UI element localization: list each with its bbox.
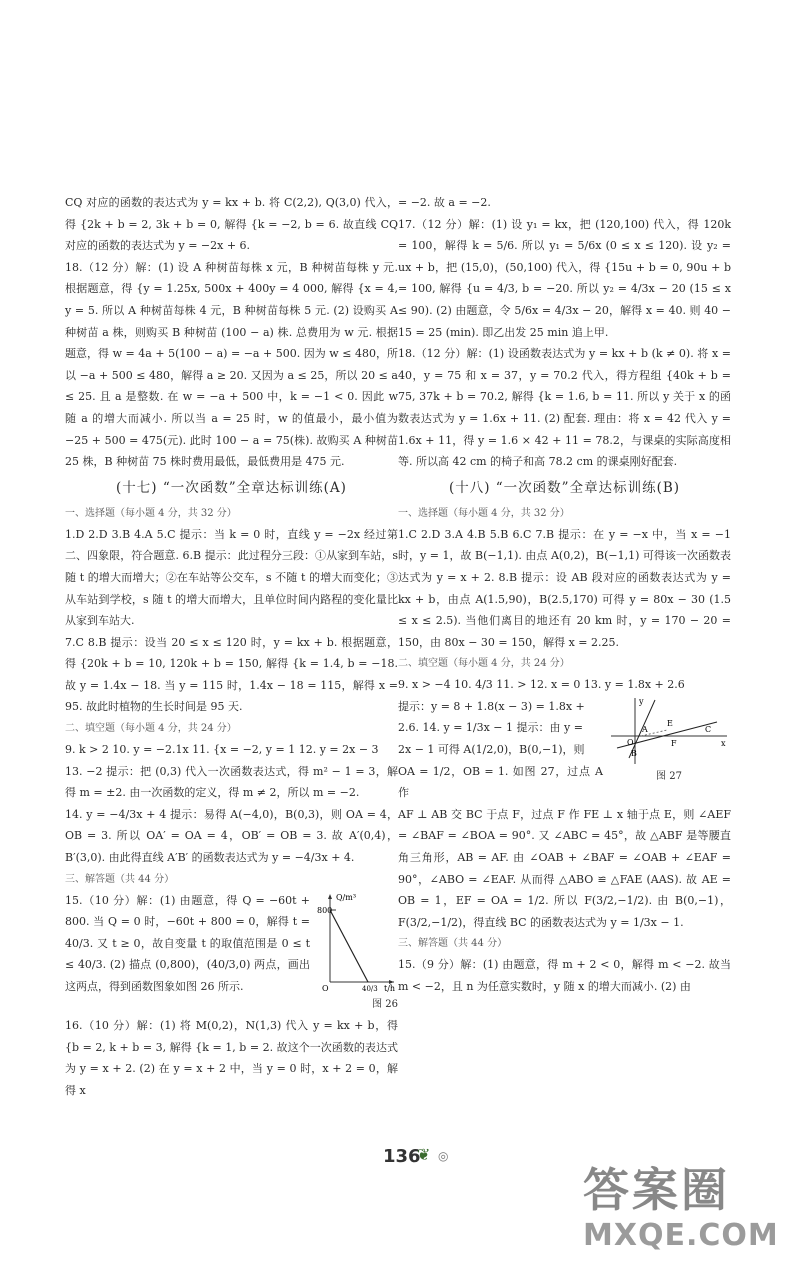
answer-paragraph: 1.C 2.D 3.A 4.B 5.B 6.C 7.B 提示：在 y = −x 中，当 x = −1 时，y = 1，故 B(−1,1). 由点 A(0,2)，B(−1,1) 可得该一次函数表达式为 y = x + 2. 8.B 提示：设 AB 段对应的函数表达式为 y = kx + b，由点 A(1.5,90)，B(2.5,170) 可得 y = 80x − 30 (1.5 ≤ x ≤ 2.5). 当他们离目的地还有 20 km 时，y = 170 − 20 = 150，由 80x − 30 = 150，解得 x = 2.25. bbox=[398, 527, 731, 649]
figure-caption: 图 27 bbox=[656, 770, 682, 782]
answer-paragraph: 15.（9 分）解：(1) 由题意，得 m + 2 < 0，解得 m < −2. 故当 m < −2，且 n 为任意实数时，y 随 x 的增大而减小. (2) 由 bbox=[398, 958, 731, 993]
answer-paragraph: AF ⊥ AB 交 BC 于点 F，过点 F 作 FE ⊥ x 轴于点 E，则 ∠AEF = ∠BAF = ∠BOA = 90°. 又 ∠ABC = 45°，故 △ABF 是等腰直角三角形，AB = AF. 由 ∠OAB + ∠BAF = ∠OAB + ∠EAF = 90°，∠ABO = ∠EAF. 从而得 △ABO ≌ △FAE (AAS). 故 AE = OB = 1，EF = OA = 1/2. 所以 F(3/2,−1/2). 由 B(0,−1)，F(3/2,−1/2)，得直线 BC 的函数表达式为 y = 1/3x − 1. bbox=[398, 807, 731, 929]
answer-paragraph: 18.（12 分）解：(1) 设 A 种树苗每株 x 元，B 种树苗每株 y 元. 根据题意，得 {y = 1.25x, 500x + 400y = 4 000, 解得 {x = 4, y = 5. 所以 A 种树苗每株 4 元，B 种树苗每株 5 元. (2) 设购买 A 种树苗 a 株，则购买 B 种树苗 (100 − a) 株. 总费用为 w 元. 根据题意，得 w = 4a + 5(100 − a) = −a + 500. 因为 w ≤ 480，所以 −a + 500 ≤ 480，解得 a ≥ 20. 又因为 a ≤ 25，所以 20 ≤ a ≤ 25. 且 a 是整数. 在 w = −a + 500 中，k = −1 < 0. 因此 w 随 a 的增大而减小. 所以当 a = 25 时，w 的值最小，最小值为 −25 + 500 = 475(元). 此时 100 − a = 75(株). 故购买 A 种树苗 25 株，B 种树苗 75 株时费用最低，最低费用是 475 元. bbox=[65, 260, 398, 469]
point-label: F bbox=[671, 738, 677, 748]
subsection-heading: 一、选择题（每小题 4 分，共 32 分） bbox=[398, 507, 570, 519]
answer-paragraph: 7.C 8.B 提示：设当 20 ≤ x ≤ 120 时，y = kx + b. 根据题意，得 {20k + b = 10, 120k + b = 150, 解得 {k = 1.4, b = −18. 故 y = 1.4x − 18. 当 y = 115 时，1.4x − 18 = 115，解得 x = 95. 故此时植物的生长时间是 95 天. bbox=[65, 635, 398, 714]
watermark-url: MXQE.COM bbox=[583, 1218, 779, 1253]
subsection-heading: 三、解答题（共 44 分） bbox=[398, 938, 508, 950]
answer-paragraph: CQ 对应的函数的表达式为 y = kx + b. 将 C(2,2), Q(3,0) 代入，得 {2k + b = 2, 3k + b = 0, 解得 {k = −2, b = 6. 故直线 CQ 对应的函数的表达式为 y = −2x + 6. bbox=[65, 196, 398, 253]
answer-paragraph: 9. x > −4 10. 4/3 11. > 12. x = 0 13. y = 1.8x + 2.6 bbox=[398, 678, 685, 692]
answer-paragraph: 18.（12 分）解：(1) 设函数表达式为 y = kx + b (k ≠ 0). 将 x = 40，y = 75 和 x = 37，y = 70.2 代入，得方程组 {40k + b = 75, 37k + b = 70.2, 解得 {k = 1.6, b = 11. 所以 y 关于 x 的函数表达式为 y = 1.6x + 11. (2) 配套. 理由：将 x = 42 代入 y = 1.6x + 11，得 y = 1.6 × 42 + 11 = 78.2，与课桌的实际高度相等. 所以高 42 cm 的椅子和高 78.2 cm 的课桌刚好配套. bbox=[398, 347, 731, 469]
answer-paragraph: 14. y = −4/3x + 4 提示：易得 A(−4,0)，B(0,3)，则 OA = 4，OB = 3. 所以 OA′ = OA = 4，OB′ = OB = 3. 故 A′(0,4)，B′(3,0). 由此得直线 A′B′ 的函数表达式为 y = −4/3x + 4. bbox=[65, 807, 398, 865]
point-label: B bbox=[631, 748, 637, 758]
answer-paragraph: 9. k > 2 10. y = −2.1x 11. {x = −2, y = 1 12. y = 2x − 3 bbox=[65, 743, 379, 757]
function-line bbox=[330, 910, 368, 982]
figure-27-graph bbox=[607, 696, 731, 766]
answer-paragraph: 提示：y = 8 + 1.8(x − 3) = 1.8x + bbox=[398, 699, 585, 713]
answer-paragraph: OA = 1/2，OB = 1. 如图 27，过点 A 作 bbox=[398, 764, 603, 800]
x-axis-label: t/h bbox=[384, 983, 396, 993]
leaf-icon: ❦ bbox=[417, 1145, 431, 1164]
page-number: 136 bbox=[383, 1146, 421, 1167]
watermark bbox=[583, 1162, 779, 1254]
point-label: E bbox=[667, 718, 673, 728]
answer-paragraph: 1.D 2.D 3.B 4.A 5.C 提示：当 k = 0 时，直线 y = −2x 经过第二、四象限，符合题意. 6.B 提示：此过程分三段：①从家到车站，s 随 t 的增大而增大；②在车站等公交车，s 不随 t 的增大而变化；③从车站到学校，s 随 t 的增大而增大，且单位时间内路程的变化量比从家到车站大. bbox=[65, 527, 398, 628]
section-title: (十七) “一次函数”全章达标训练(A) bbox=[116, 479, 347, 496]
watermark-logo: 答案圈 bbox=[583, 1163, 730, 1217]
answer-paragraph: 2.6. 14. y = 1/3x − 1 提示：由 y = bbox=[398, 721, 583, 735]
answer-paragraph: = −2. 故 a = −2. bbox=[398, 196, 491, 209]
section-title: (十八) “一次函数”全章达标训练(B) bbox=[448, 479, 681, 496]
origin-label: O bbox=[627, 737, 634, 747]
y-axis-label: Q/m³ bbox=[336, 892, 357, 902]
answer-paragraph: 15.（10 分）解：(1) 由题意，得 Q = −60t + 800. 当 Q = 0 时，−60t + 800 = 0，解得 t = 40/3. 又 t ≥ 0，故自变量 t 的取值范围是 0 ≤ t ≤ 40/3. (2) 描点 (0,800)，(40/3,0) 两点，画出这两点，得到函数图象如图 26 所示. bbox=[65, 893, 310, 993]
y-axis-label: y bbox=[639, 696, 644, 706]
figure-27 bbox=[607, 696, 731, 804]
answer-paragraph: 13. −2 提示：把 (0,3) 代入一次函数表达式，得 m² − 1 = 3，解得 m = ±2. 由一次函数的定义，得 m ≠ 2，所以 m = −2. bbox=[65, 764, 398, 800]
point-label: C bbox=[705, 724, 712, 734]
subsection-heading: 二、填空题（每小题 4 分，共 24 分） bbox=[398, 658, 570, 670]
subsection-heading: 一、选择题（每小题 4 分，共 32 分） bbox=[65, 507, 237, 519]
answer-paragraph: 16.（10 分）解：(1) 将 M(0,2)，N(1,3) 代入 y = kx + b，得 {b = 2, k + b = 3, 解得 {k = 1, b = 2. 故这个一次函数的表达式为 y = x + 2. (2) 在 y = x + 2 中，当 y = 0 时，x + 2 = 0，解得 x bbox=[65, 1019, 398, 1097]
y-tick-label: 800 bbox=[317, 905, 333, 915]
y-axis-arrow bbox=[328, 894, 332, 899]
answer-paragraph: 17.（12 分）解：(1) 设 y₁ = kx，把 (120,100) 代入，得 120k = 100，解得 k = 5/6. 所以 y₁ = 5/6x (0 ≤ x ≤ 120). 设 y₂ = ux + b，把 (15,0)，(50,100) 代入，得 {15u + b = 0, 90u + b = 100, 解得 {u = 4/3, b = −20. 所以 y₂ = 4/3x − 20 (15 ≤ x ≤ 90). (2) 由题意，令 5/6x = 4/3x − 20，解得 x = 40. 则 40 − 15 = 25 (min). 即乙出发 25 min 追上甲. bbox=[398, 217, 731, 339]
figure-26-graph bbox=[316, 890, 398, 994]
answer-paragraph: 2x − 1 可得 A(1/2,0)，B(0,−1)，则 bbox=[398, 743, 585, 757]
figure-26 bbox=[316, 890, 398, 1016]
right-column bbox=[398, 192, 731, 998]
x-tick-label: 40/3 bbox=[362, 984, 378, 993]
subsection-heading: 二、填空题（每小题 4 分，共 24 分） bbox=[65, 723, 237, 735]
subsection-heading: 三、解答题（共 44 分） bbox=[65, 873, 175, 885]
x-axis-label: x bbox=[721, 738, 726, 748]
point-label: A bbox=[642, 724, 648, 734]
origin-label: O bbox=[322, 983, 329, 993]
figure-caption: 图 26 bbox=[372, 998, 398, 1010]
left-column bbox=[65, 192, 398, 1102]
circle-icon: ◎ bbox=[438, 1149, 449, 1163]
